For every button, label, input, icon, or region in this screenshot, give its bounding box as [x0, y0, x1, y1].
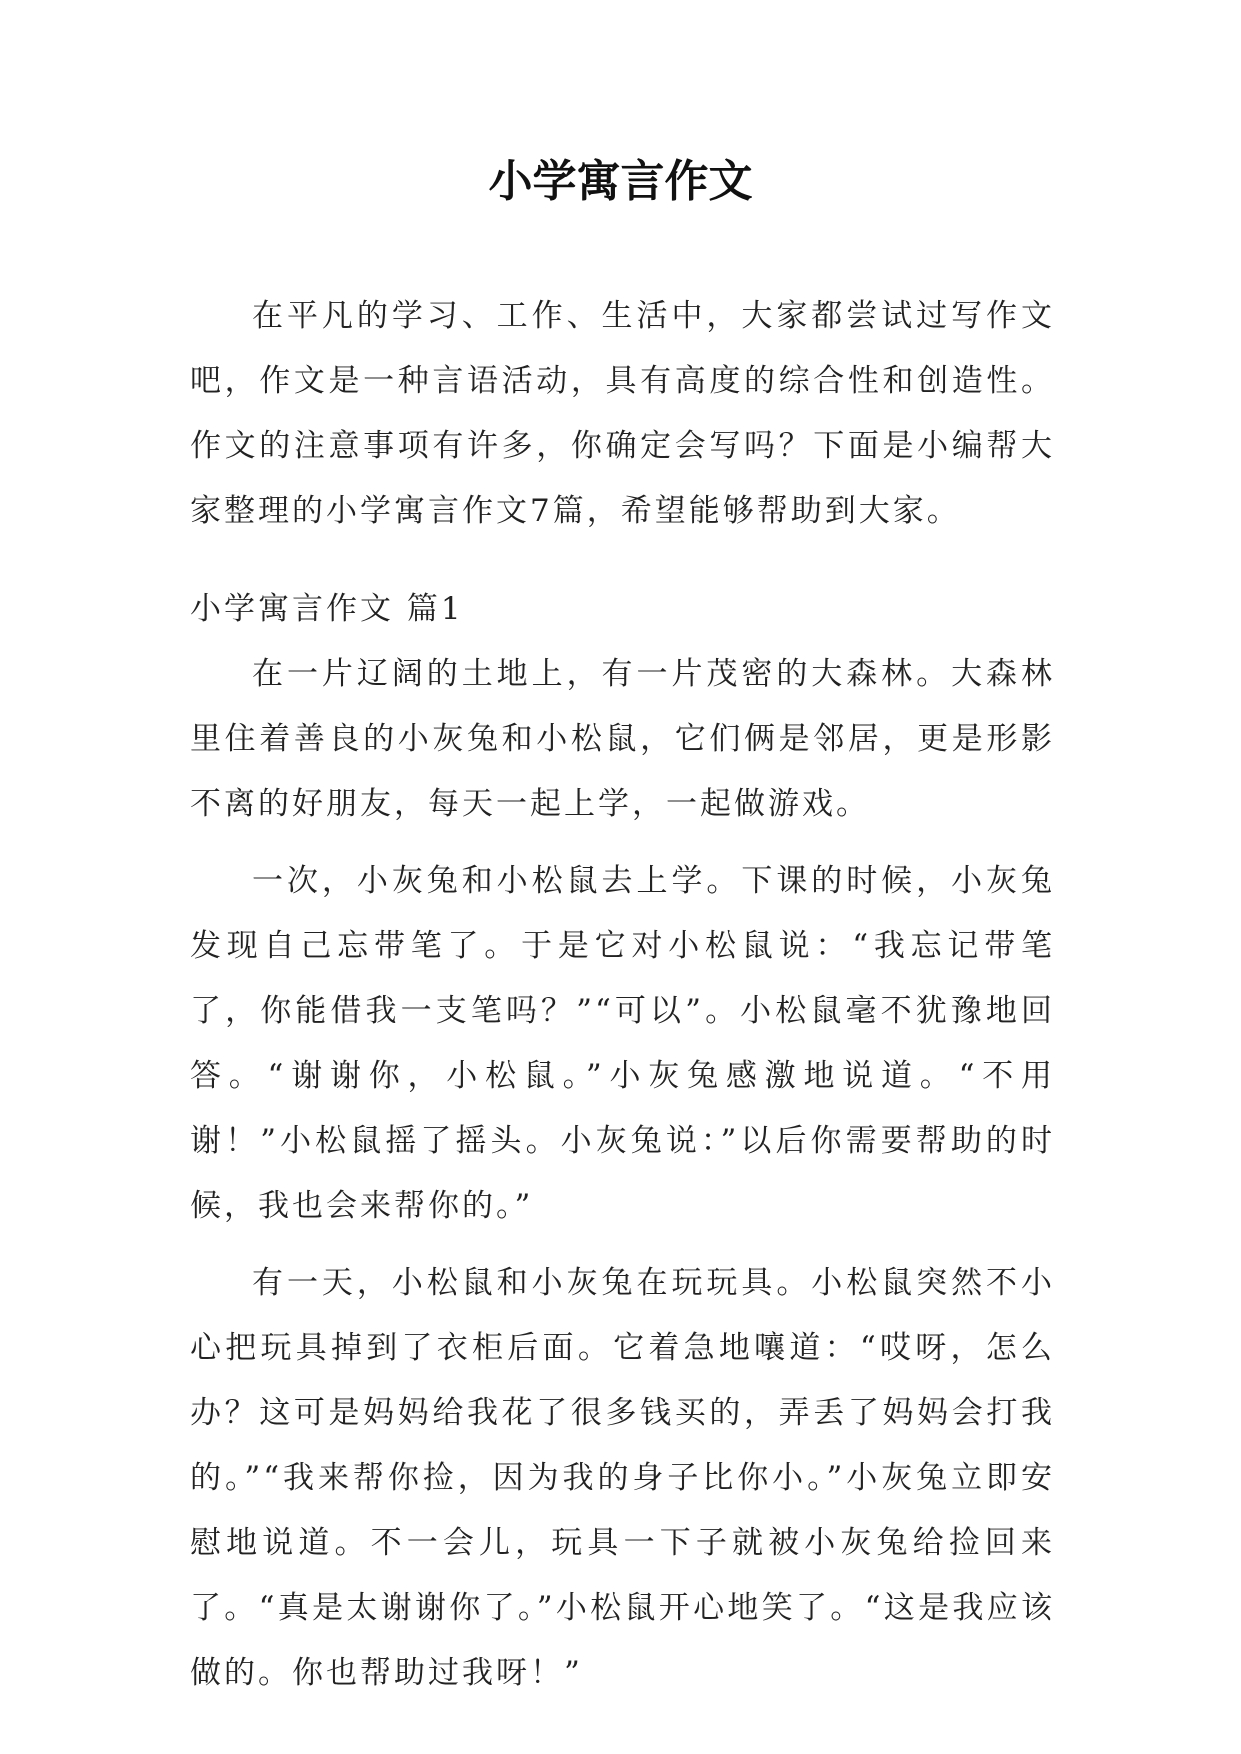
story-paragraph-1: 在一片辽阔的土地上，有一片茂密的大森林。大森林里住着善良的小灰兔和小松鼠，它们俩是邻居，更是形影不离的好朋友，每天一起上学，一起做游戏。	[190, 656, 1055, 822]
intro-paragraph: 在平凡的学习、工作、生活中，大家都尝试过写作文吧，作文是一种言语活动，具有高度的综合性和创造性。作文的注意事项有许多，你确定会写吗？下面是小编帮大家整理的小学寓言作文7篇，希望能够帮助到大家。	[190, 298, 1055, 529]
story-block	[190, 642, 1055, 1706]
story-paragraph-3: 有一天，小松鼠和小灰兔在玩玩具。小松鼠突然不小心把玩具掉到了衣柜后面。它着急地嚷道：“哎呀，怎么办？这可是妈妈给我花了很多钱买的，弄丢了妈妈会打我的。”“我来帮你捡，因为我的身子比你小。”小灰兔立即安慰地说道。不一会儿，玩具一下子就被小灰兔给捡回来了。“真是太谢谢你了。”小松鼠开心地笑了。“这是我应该做的。你也帮助过我呀！”	[190, 1265, 1055, 1691]
document-title: 小学寓言作文	[488, 156, 753, 207]
section-heading: 小学寓言作文 篇1	[190, 591, 464, 627]
intro-block	[190, 284, 1055, 544]
story-paragraph-2: 一次，小灰兔和小松鼠去上学。下课的时候，小灰兔发现自己忘带笔了。于是它对小松鼠说：“我忘记带笔了，你能借我一支笔吗？”“可以”。小松鼠毫不犹豫地回答。“谢谢你，小松鼠。”小灰兔感激地说道。“不用谢！”小松鼠摇了摇头。小灰兔说：”以后你需要帮助的时候，我也会来帮你的。”	[190, 863, 1055, 1224]
